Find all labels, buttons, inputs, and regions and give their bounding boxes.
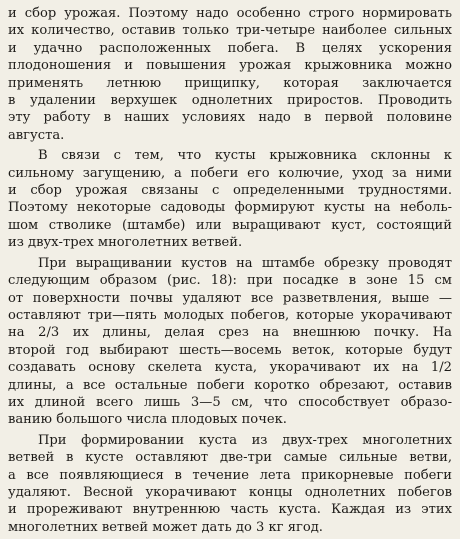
text-line: ветвей в кусте оставляют две-три самые сильные ветви, [8,450,452,466]
text-line: из двух-трех многолетних ветвей. [8,235,243,251]
text-line: плодоношения и повышения урожая крыжовника можно [8,58,452,74]
text-line: и удачно расположенных побега. В целях ускорения [8,40,452,56]
text-line: и сбор урожая. Поэтому надо особенно строго нормировать [8,6,452,21]
paragraph-multi-branch-bush [8,432,452,536]
text-line: длины, а все остальные побеги коротко обрезают, оставив [8,377,452,393]
text-line: и прореживают внутреннюю часть куста. Каждая из этих [8,502,452,518]
text-line: оставляют три—пять молодых побегов, которые укорачивают [8,307,452,323]
text-line: В связи с тем, что кусты крыжовника склонны к [38,148,452,164]
text-line: а все появляющиеся в течение лета прикорневые побеги [8,467,452,483]
paragraph-shaping-methods [8,147,452,251]
text-line: многолетних ветвей может дать до 3 кг ягод. [8,519,323,535]
paragraph-pruning-continuation [8,5,452,144]
text-line: эту работу в наших условиях надо в первой половине [8,110,452,126]
text-line: от поверхности почвы удаляют все разветвления, выше — [8,290,452,306]
text-line: Поэтому некоторые садоводы формируют кусты на неболь- [8,200,452,216]
text-line: в удалении верхушек однолетних приростов. Проводить [8,93,452,109]
text-line: создавать основу скелета куста, укорачивают их на 1/2 [8,360,452,376]
text-line: их количество, оставив только три-четыре наиболее сильных [8,23,452,39]
text-line: удаляют. Весной укорачивают концы однолетних побегов [8,484,452,500]
text-line: применять летнюю прищипку, которая заключается [8,75,452,91]
text-line: сильному загущению, а побеги его колючие, уход за ними [8,165,452,181]
text-line: следующим образом (рис. 18): при посадке в зоне 15 см [8,273,452,289]
text-line: второй год выбирают шесть—восемь веток, которые будут [8,342,452,358]
text-line: на 2/3 их длины, делая срез на внешнюю почку. На [8,325,452,341]
book-page [8,5,452,539]
text-line: августа. [8,127,65,143]
paragraph-standard-pruning [8,255,452,429]
text-line: и сбор урожая связаны с определенными трудностями. [8,183,452,199]
text-line: шом стволике (штамбе) или выращивают куст, состоящий [8,217,452,233]
text-line: ванию большого числа плодовых почек. [8,412,287,428]
text-line: При выращивании кустов на штамбе обрезку проводят [38,255,452,271]
text-line: При формировании куста из двух-трех многолетних [38,432,452,448]
text-line: их длиной всего лишь 3—5 см, что способствует образо- [8,394,452,410]
